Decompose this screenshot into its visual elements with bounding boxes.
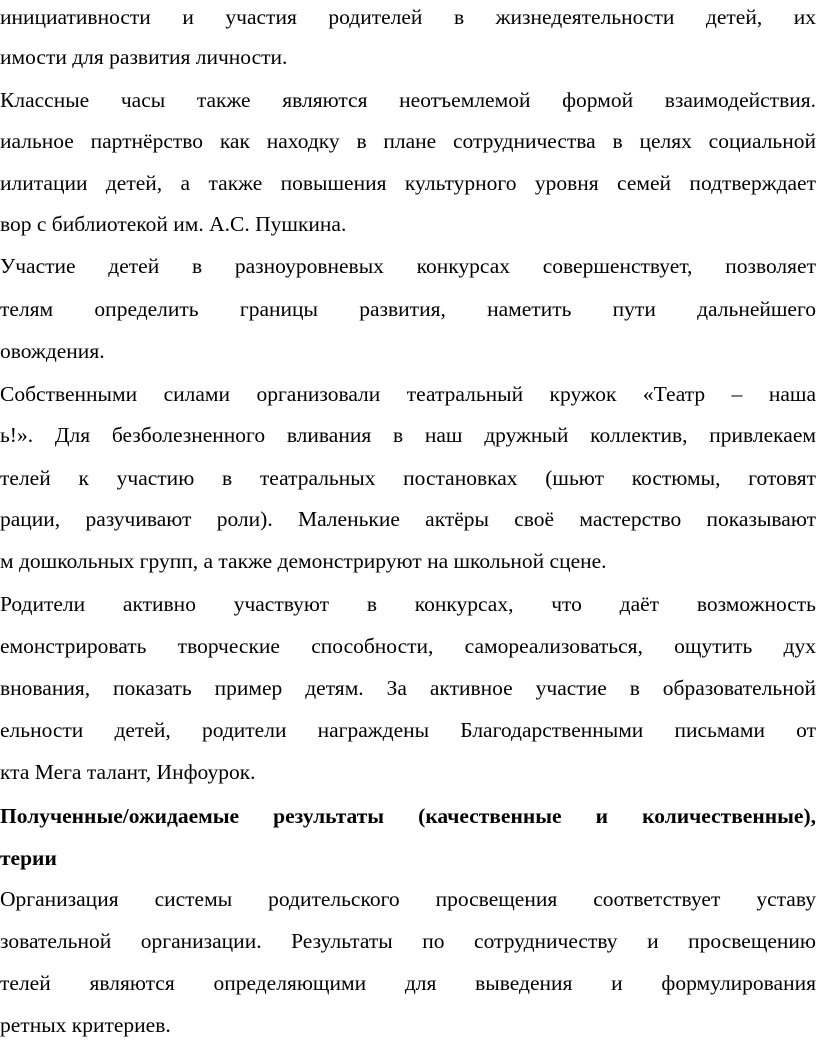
text-line-2: имости для развития личности. (0, 45, 288, 69)
text-line-22: Организация системы родительского просвещения соответствует уставу (0, 887, 816, 911)
text-line-6: вор с библиотекой им. А.С. Пушкина. (0, 212, 347, 236)
section-heading-continuation: терии (0, 846, 57, 870)
text-line-12: телей к участию в театральных постановках (шьют костюмы, готовят (0, 466, 816, 490)
text-line-3: Классные часы также являются неотъемлемой формой взаимодействия. (0, 88, 816, 112)
text-line-23: зовательной организации. Результаты по сотрудничеству и просвещению (0, 929, 816, 953)
text-line-5: илитации детей, а также повышения культурного уровня семей подтверждает (0, 171, 816, 195)
text-line-8: телям определить границы развития, наметить пути дальнейшего (0, 297, 816, 321)
text-line-15: Родители активно участвуют в конкурсах, что даёт возможность (0, 592, 816, 616)
text-line-16: емонстрировать творческие способности, самореализоваться, ощутить дух (0, 634, 816, 658)
text-line-11: ь!». Для безболезненного вливания в наш дружный коллектив, привлекаем (0, 423, 816, 447)
text-line-7: Участие детей в разноуровневых конкурсах совершенствует, позволяет (0, 254, 816, 278)
text-line-17: внования, показать пример детям. За активное участие в образовательной (0, 676, 816, 700)
text-line-25: ретных критериев. (0, 1013, 171, 1037)
text-line-10: Собственными силами организовали театральный кружок «Театр – наша (0, 382, 816, 406)
text-line-18: ельности детей, родители награждены Благодарственными письмами от (0, 718, 816, 742)
text-line-19: кта Мега талант, Инфоурок. (0, 760, 256, 784)
section-heading: Полученные/ожидаемые результаты (качественные и количественные), (0, 804, 816, 828)
text-line-13: рации, разучивают роли). Маленькие актёры своё мастерство показывают (0, 507, 816, 531)
text-line-1: инициативности и участия родителей в жизнедеятельности детей, их (0, 5, 816, 29)
text-line-4: иальное партнёрство как находку в плане сотрудничества в целях социальной (0, 129, 816, 153)
text-line-14: м дошкольных групп, а также демонстрируют на школьной сцене. (0, 549, 607, 573)
text-line-9: овождения. (0, 339, 105, 363)
text-line-24: телей являются определяющими для выведения и формулирования (0, 971, 816, 995)
